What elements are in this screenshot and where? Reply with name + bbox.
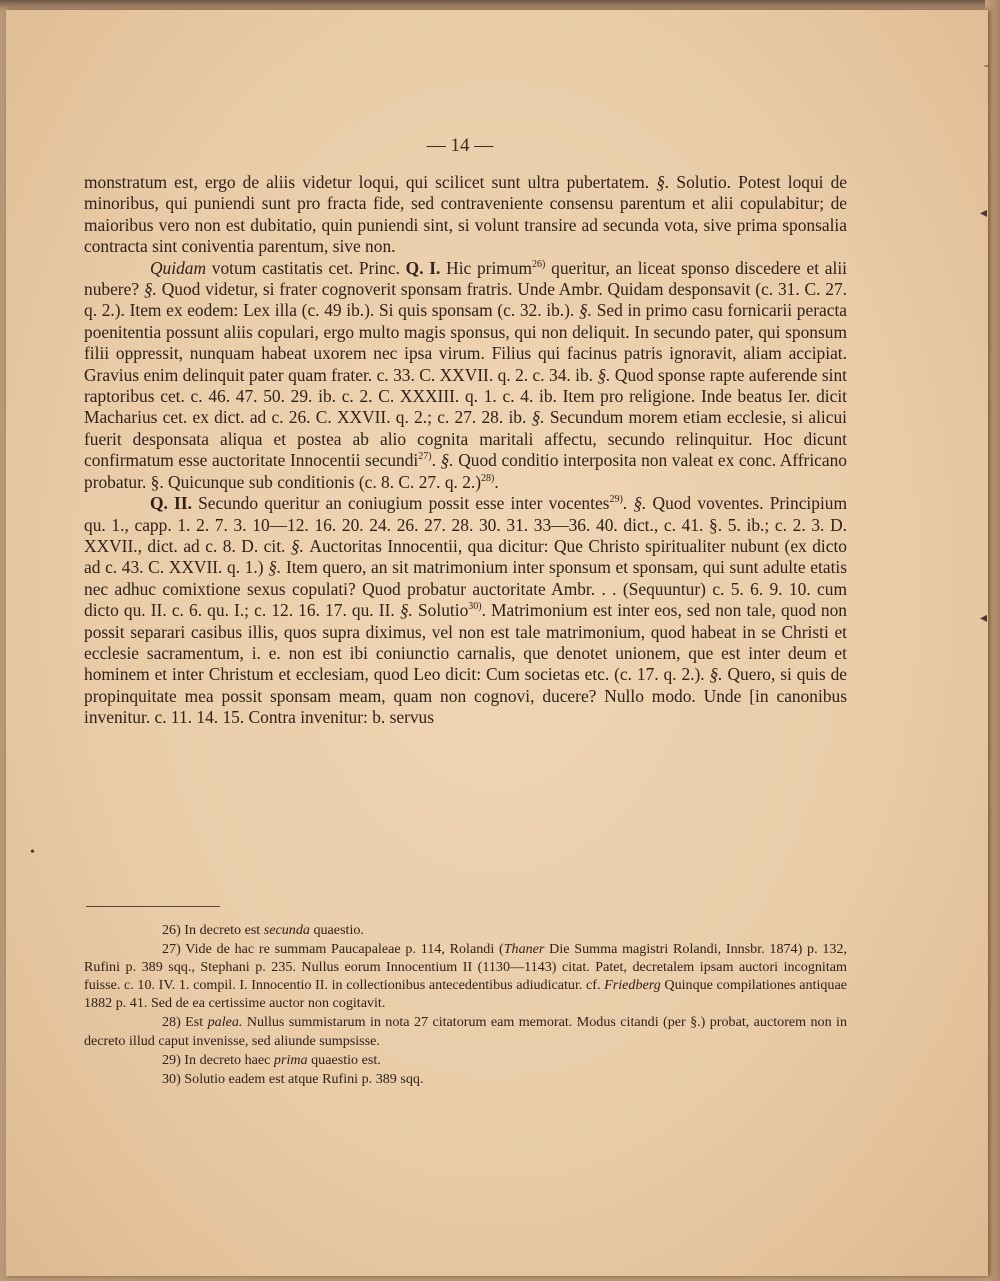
margin-dot-icon: • (30, 845, 35, 860)
main-text (84, 172, 847, 729)
footnote-ref-28: 28) (481, 472, 495, 484)
footnote-ref-29: 29) (609, 494, 623, 506)
page-number: — 14 — (426, 135, 494, 156)
footnote-30: 30) Solutio eadem est atque Rufini p. 389 sqq. (162, 1070, 424, 1087)
margin-dash-icon: - (984, 58, 989, 73)
footnote-ref-26: 26) (532, 258, 546, 270)
question-heading: Q. I. (405, 257, 441, 278)
footnote-26: 26) In decreto est secunda quaestio. (162, 922, 364, 938)
footnote-divider (86, 906, 220, 907)
question-heading: Q. II. (150, 493, 192, 514)
footnotes (84, 921, 847, 1088)
margin-arrow-icon: ◂ (980, 611, 988, 626)
footnote-ref-27: 27) (418, 451, 432, 463)
paragraph-3: Q. II. Secundo queritur an coniugium possit esse inter vocentes$^{29)}$. §. Quod voventes. Principium qu. 1., capp. 1. 2. 7. 3. 10—12. 16. 20. 24. 26. 27. 28. 30. 31. 33—36. 40. dict., c. 41. §. 5. ib.; c. 2. 3. D. XXVII., dict. ad c. 8. D. cit. §. Auctoritas Innocentii, qua dicitur: Que Christo spiritualiter nubunt (ex dicto ad c. 43. C. XXVII. q. 1.) §. Item quero, an sit matrimonium inter sponsum et sponsam, qui sunt adulte etatis nec adhuc comixtione sexus copulati? Quod probatur auctoritate Ambr. . . (Sequuntur) c. 5. 6. 9. 10. cum dicto qu. II. c. 6. qu. I.; c. 12. 16. 17. qu. II. §. Solutio$^{30)}$. Matrimonium est inter eos, sed non tale, quod non possit separari casibus illis, quos supra diximus, vel non est tale matrimonium, quod habeat in se Christi et ecclesie sacramentum, i. e. non est ibi coniunctio carnalis, que denotet unionem, que est inter deum et hominem et inter Christum et ecclesiam, quod Leo dicit: Cum societas etc. (c. 17. q. 2.). §. Quero, si quis de propinquitate mea possit sponsam meam, quam non cognovi, ducere? Nullo modo. Unde [in canonibus invenitur. c. 11. 14. 15. Contra invenitur: b. servus (84, 493, 848, 728)
footnote-ref-30: 30) (468, 601, 482, 613)
paragraph-1: monstratum est, ergo de aliis videtur loqui, qui scilicet sunt ultra pubertatem. §. Solutio. Potest loqui de minoribus, qui puniendi sunt pro fracta fide, sed contraveniente consensu parentum et alii copulabitur; de maioribus vero non est dubitatio, quin puniendi sint, si volunt transire ad secunda vota, sive prima sponsalia contracta sint coniventia parentum, sive non. (84, 172, 848, 257)
margin-arrow-icon: ◂ (980, 206, 988, 221)
footnote-29: 29) In decreto haec prima quaestio est. (162, 1051, 381, 1068)
paragraph-2: Quidam votum castitatis cet. Princ. Q. I. Hic primum$^{26)}$ queritur, an liceat sponso discedere et alii nubere? §. Quod videtur, si frater cognoverit sponsam fratris. Unde Ambr. Quidam desponsavit (c. 31. C. 27. q. 2.). Item ex eodem: Lex illa (c. 49 ib.). Si quis sponsam (c. 32. ib.). §. Sed in primo casu fornicarii peracta poenitentia possunt aliis copulari, ergo multo magis sponsus, qui non deliquit. In secundo pater, qui sponsum filii oppressit, nunquam habeat uxorem nec ipsa virum. Filius qui facinus patris ignoravit, aliam accipiat. Gravius enim delinquit pater quam frater. c. 33. C. XXVII. q. 2. c. 34. ib. §. Quod sponse rapte auferende sint raptoribus cet. c. 46. 47. 50. 29. ib. c. 2. C. XXXIII. q. 1. c. 4. ib. Item pro religione. Inde beatus Ier. dicit Macharius cet. ex dict. ad c. 26. C. XXVII. q. 2.; c. 27. 28. ib. §. Secundum morem etiam ecclesie, si alicui fuerit desponsata aliqua et postea ab alio cognita maritali affectu, secundo relinquitur. Hoc dicunt confirmatum esse auctoritate Innocentii secundi$^{27)}$. §. Quod conditio interposita non valeat ex conc. Affricano probatur. §. Quicunque sub conditionis (c. 8. C. 27. q. 2.)$^{28)}$. (84, 257, 848, 492)
footnote-27: 27) Vide de hac re summam Paucapaleae p. 114, Rolandi (Thaner Die Summa magistri Rolandi, Innsbr. 1874) p. 132, Rufini p. 389 sqq., Stephani p. 235. Nullus eorum Innocentium II (1130—1143) citat. Patet, decretalem ipsam auctori incognitam fuisse. c. 10. IV. 1. compil. I. Innocentio II. in collectionibus antecedentibus adiudicatur. cf. Friedberg Quinque compilationes antiquae 1882 p. 41. Sed de ea certissime auctor non cogitavit. (84, 941, 848, 1012)
footnote-28: 28) Est palea. Nullus summistarum in nota 27 citatorum eam memorat. Modus citandi (per §.) probat, auctorem non in decreto illud caput invenisse, sed aliunde sumpsisse. (84, 1014, 848, 1049)
page-top-edge (0, 0, 1000, 10)
section-mark: §. (656, 172, 677, 192)
